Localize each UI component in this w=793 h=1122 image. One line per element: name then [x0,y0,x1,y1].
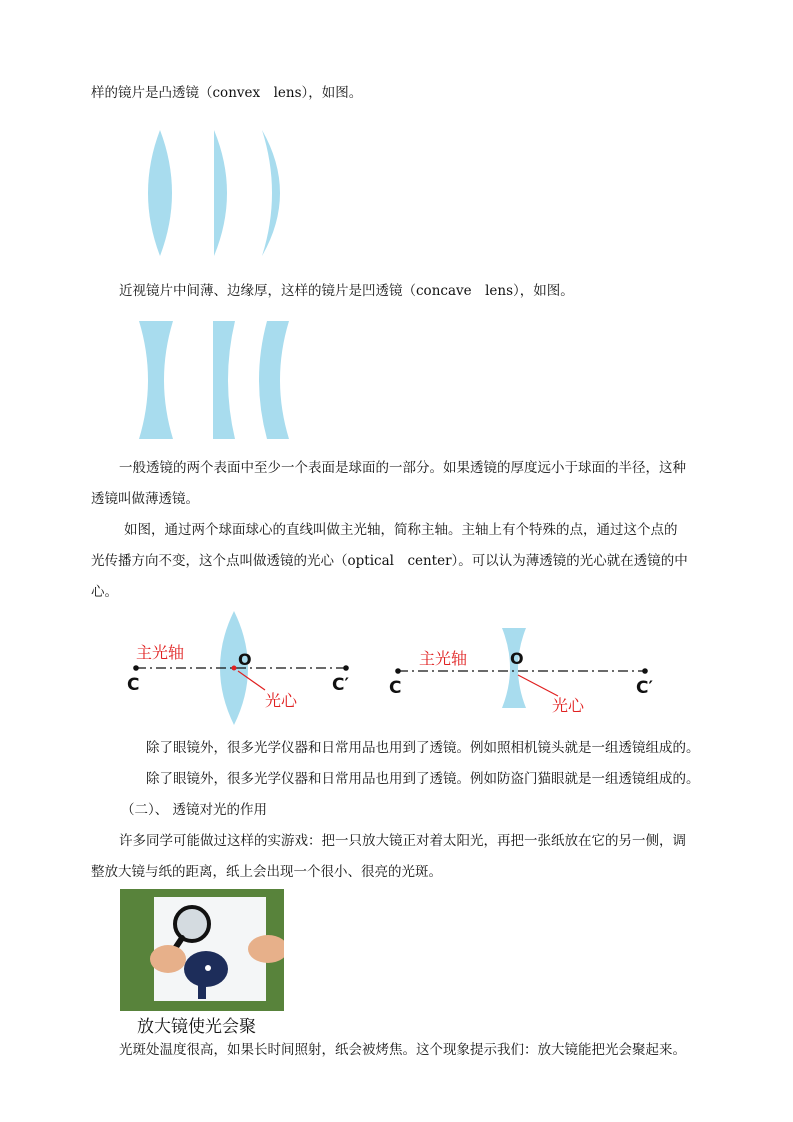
c-label-left: C [127,675,140,695]
main-axis-label-right: 主光轴 [419,649,468,668]
paragraph-axis-3: 心。 [91,584,118,600]
paragraph-thin-lens-1: 一般透镜的两个表面中至少一个表面是球面的一部分。如果透镜的厚度远小于球面的半径，这种 [119,460,686,476]
paragraph-axis-2: 光传播方向不变，这个点叫做透镜的光心（optical center）。可以认为薄透镜的光心就在透镜的中 [91,553,688,569]
meniscus-concave-lens [259,321,289,439]
paragraph-convex: 样的镜片是凸透镜（convex lens），如图。 [91,85,363,101]
section-heading: （二）、 透镜对光的作用 [121,802,268,818]
paragraph-peephole: 除了眼镜外，很多光学仪器和日常用品也用到了透镜。例如防盗门猫眼就是一组透镜组成的。 [146,771,700,787]
paragraph-concave: 近视镜片中间薄、边缘厚，这样的镜片是凹透镜（concave lens），如图。 [119,283,574,299]
point-c-left [133,665,139,671]
c-label-right: C [389,678,402,698]
convex-lens-figure [140,128,300,258]
paragraph-camera: 除了眼镜外，很多光学仪器和日常用品也用到了透镜。例如照相机镜头就是一组透镜组成的。 [146,740,700,756]
o-label-right: O [510,649,524,668]
handle-shadow [198,977,206,999]
main-axis-label-left: 主光轴 [136,643,185,662]
diagram-concave-lens [502,628,526,708]
left-hand [150,945,186,973]
optical-center-label-right: 光心 [552,696,585,715]
c-prime-label-right: C′ [636,678,653,698]
point-c-prime-right [642,668,648,674]
plano-concave-lens [213,321,235,439]
paragraph-magnifier-2: 整放大镜与纸的距离，纸上会出现一个很小、很亮的光斑。 [91,864,442,880]
light-spot [205,965,211,971]
principal-axis-diagram [120,605,680,730]
meniscus-convex-lens [262,130,280,256]
c-prime-label-left: C′ [332,675,349,695]
point-c-right [395,668,401,674]
plano-convex-lens [214,130,227,256]
photo-caption: 放大镜使光会聚 [137,1017,256,1037]
optical-center-pointer-right [518,675,558,696]
optical-center-label-left: 光心 [265,691,298,710]
paragraph-magnifier-1: 许多同学可能做过这样的实游戏：把一只放大镜正对着太阳光，再把一张纸放在它的另一侧，调 [119,833,686,849]
biconvex-lens [148,130,172,256]
paragraph-axis-1: 如图，通过两个球面球心的直线叫做主光轴，简称主轴。主轴上有个特殊的点，通过这个点的 [124,522,678,538]
o-label-left: O [238,650,252,669]
optical-center-left [232,666,237,671]
paragraph-focus: 光斑处温度很高，如果长时间照射，纸会被烤焦。这个现象提示我们：放大镜能把光会聚起来。 [119,1042,686,1058]
concave-lens-figure [135,318,305,443]
biconcave-lens [139,321,173,439]
magnifier-photo [120,889,284,1011]
point-c-prime-left [343,665,349,671]
paragraph-thin-lens-2: 透镜叫做薄透镜。 [91,491,199,507]
